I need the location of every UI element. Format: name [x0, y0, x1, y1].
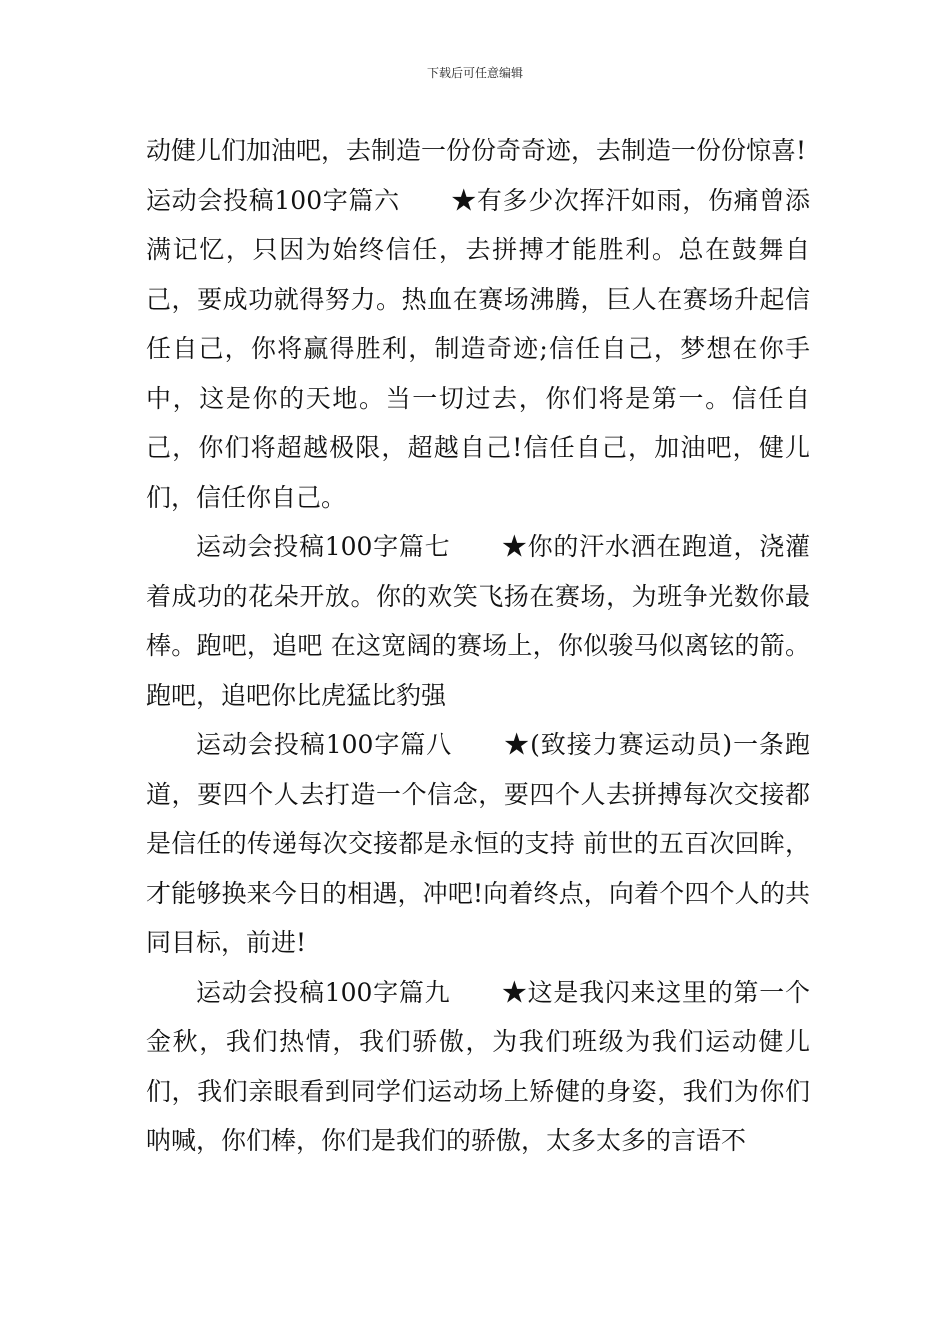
paragraph-text: ★你的汗水洒在跑道，浇灌着成功的花朵开放。你的欢笑飞扬在赛场，为班争光数你最棒。跑吧，追吧 在这宽阔的赛场上，你似骏马似离铉的箭。跑吧，追吧你比虎猛比豹强 — [146, 532, 810, 710]
paragraph-section-seven — [146, 522, 810, 720]
page-header-note: 下载后可任意编辑 — [426, 66, 523, 80]
paragraph-text: 动健儿们加油吧，去制造一份份奇奇迹，去制造一份份惊喜! — [146, 136, 807, 165]
paragraph-continuation — [146, 126, 810, 176]
paragraph-section-nine — [146, 968, 810, 1166]
paragraph-text: ★有多少次挥汗如雨，伤痛曾添满记忆，只因为始终信任，去拼搏才能胜利。总在鼓舞自己，要成功就得努力。热血在赛场沸腾，巨人在赛场升起信任自己，你将赢得胜利，制造奇迹;信任自己，梦想在你手中，这是你的天地。当一切过去，你们将是第一。信任自己，你们将超越极限，超越自己!信任自己，加油吧，健儿们，信任你自己。 — [146, 185, 810, 512]
document-body — [146, 126, 810, 1166]
section-heading-six: 运动会投稿100字篇六 — [146, 185, 452, 215]
paragraph-section-six — [146, 176, 810, 523]
paragraph-text: ★(致接力赛运动员)一条跑道，要四个人去打造一个信念，要四个人去拼搏每次交接都是信任的传递每次交接都是永恒的支持 前世的五百次回眸，才能够换来今日的相遇，冲吧!向着终点，向着个四个人的共同目标，前进! — [146, 730, 811, 957]
paragraph-text: ★这是我闪来这里的第一个金秋，我们热情，我们骄傲，为我们班级为我们运动健儿们，我们亲眼看到同学们运动场上矫健的身姿，我们为你们呐喊，你们棒，你们是我们的骄傲，太多太多的言语不 — [146, 977, 810, 1155]
section-heading-seven: 运动会投稿100字篇七 — [196, 532, 502, 561]
paragraph-section-eight — [146, 720, 810, 968]
section-heading-nine: 运动会投稿100字篇九 — [196, 977, 502, 1007]
section-heading-eight: 运动会投稿100字篇八 — [196, 730, 505, 759]
